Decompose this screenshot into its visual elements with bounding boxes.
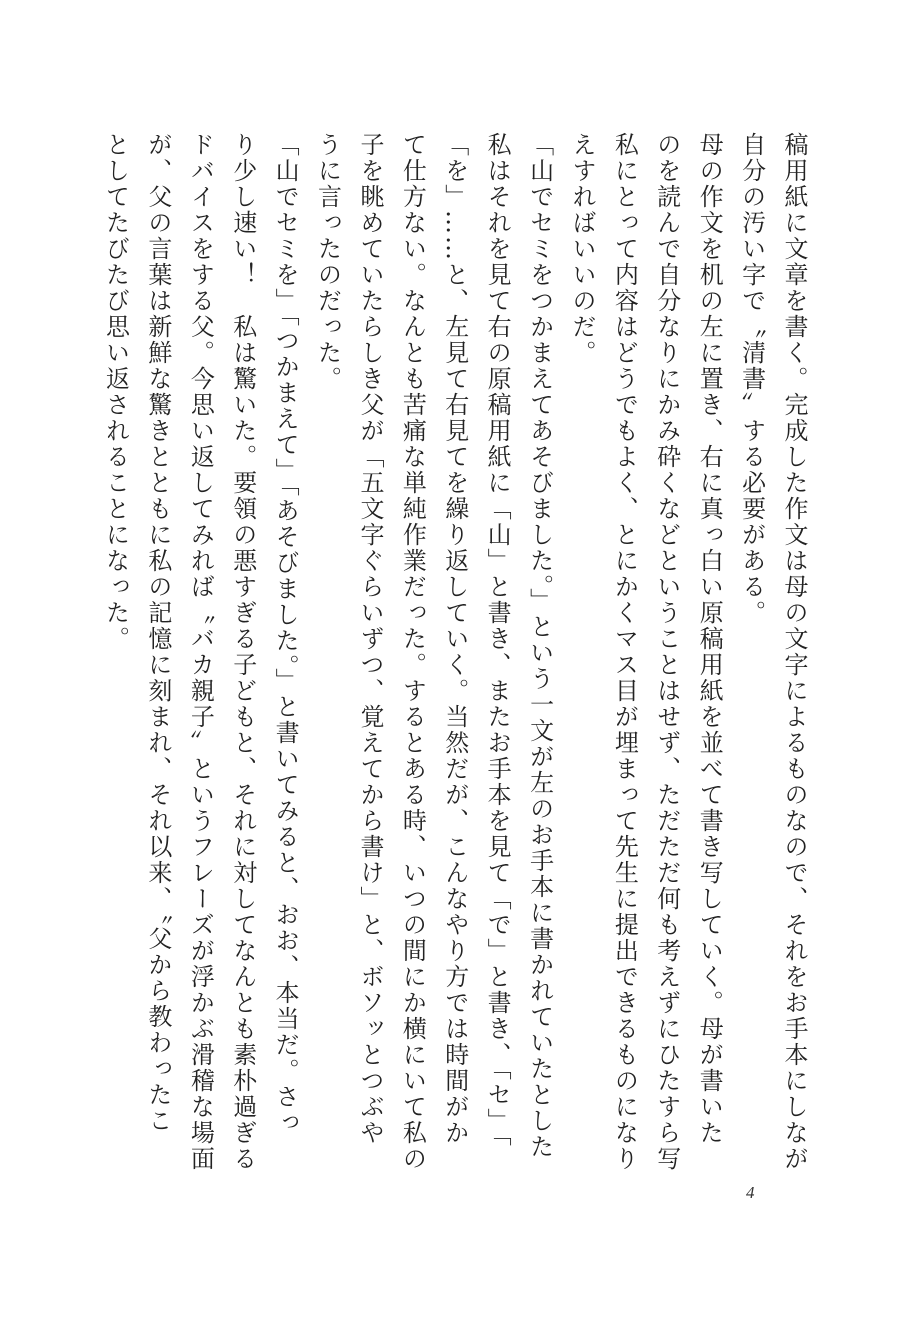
text-line: えすればいいのだ。 — [567, 132, 596, 366]
text-line: 稿用紙に文章を書く。完成した作文は母の文字によるものなので、それをお手本にしなが — [780, 132, 808, 1172]
text-line: 「を」……と、左見て右見てを繰り返していく。当然だが、こんなやり方では時間がか — [440, 132, 469, 1146]
text-line: が、父の言葉は新鮮な驚きとともに私の記憶に刻まれ、それ以来、〝父から教わったこ — [143, 132, 172, 1134]
text-line: 子を眺めていたらしき父が「五文字ぐらいずつ、覚えてから書け」と、ボソッとつぶや — [355, 132, 384, 1146]
text-line: 母の作文を机の左に置き、右に真っ白い原稿用紙を並べて書き写していく。母が書いた — [695, 132, 724, 1146]
text-line: り少し速い！ 私は驚いた。要領の悪すぎる子どもと、それに対してなんとも素朴過ぎる — [228, 132, 257, 1172]
text-line: て仕方ない。なんとも苦痛な単純作業だった。するとある時、いつの間にか横にいて私の — [398, 132, 427, 1172]
page-number: 4 — [746, 1183, 755, 1202]
text-line: 自分の汚い字で〝清書〟する必要がある。 — [737, 132, 766, 626]
text-line: 私にとって内容はどうでもよく、とにかくマス目が埋まって先生に提出できるものになり — [610, 132, 639, 1172]
text-line: のを読んで自分なりにかみ砕くなどということはせず、ただただ何も考えずにひたすら写 — [652, 132, 681, 1172]
text-line: としてたびたび思い返されることになった。 — [101, 132, 130, 652]
body-text — [95, 132, 815, 1172]
text-line: 私はそれを見て右の原稿用紙に「山」と書き、またお手本を見て「で」と書き、「セ」「 — [483, 132, 512, 1148]
text-line: うに言ったのだった。 — [313, 132, 342, 392]
text-line: ドバイスをする父。今思い返してみれば〝バカ親子〟というフレーズが浮かぶ滑稽な場面 — [186, 132, 215, 1172]
text-line: 「山でセミを」「つかまえて」「あそびました。」と書いてみると、おお、本当だ。さっ — [271, 132, 300, 1136]
text-line: 「山でセミをつかまえてあそびました。」という一文が左のお手本に書かれていたとした — [525, 132, 554, 1160]
